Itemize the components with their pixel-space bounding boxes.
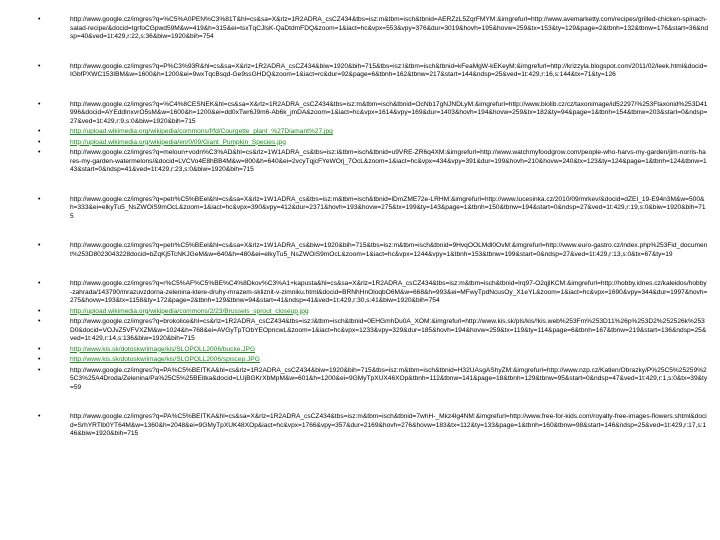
bullet-icon: • bbox=[38, 366, 41, 374]
list-item[interactable] bbox=[38, 139, 708, 148]
bullet-icon: • bbox=[38, 195, 41, 203]
bullet-icon: • bbox=[38, 138, 41, 146]
list-item[interactable] bbox=[38, 128, 708, 137]
list-item bbox=[38, 16, 708, 42]
list-item bbox=[38, 63, 708, 80]
item-text: http://www.google.cz/imgres?q=%C4%8CESNEK&hl=cs&sa=X&rlz=1R2ADRA_csCZ434&tbs=isz:m&tbm=isch&tbnid=OcNb17gNJNDLyM:&imgrefurl=http://www.biolib.cz/cz/taxonimage/id52297/%253Ftaxonid%253D41996&docid=AYEddInxvrO5sM&w=1600&h=1200&ei=dd0xTwr6J9m6-Ab6k_jmDA&zoom=1&iact=hc&vpx=1614&vpy=169&dur=1403&hovh=194&hovw=259&tx=182&ty=94&page=1&tbnh=154&tbnw=203&start=0&ndsp=27&ved=1t:429,r:9,s:0&biw=1920&bih=715 bbox=[70, 100, 708, 125]
list-item[interactable] bbox=[38, 308, 708, 317]
list-item[interactable] bbox=[38, 356, 708, 365]
item-text: http://www.google.cz/imgres?q=petr%C5%BEel&hl=cs&sa=X&rlz=1W1ADRA_cs&tbs=isz:m&tbm=isch&tbnid=lDmZME72e-LRHM:&imgrefurl=http://www.lucesinka.cz/2010/09/mrkev/&docid=dZEI_19-E94n3M&w=500&h=333&ei=elkyTu5_NsZWOiS9mOcL&zoom=1&iact=hc&vpx=390&vpy=412&dur=2371&hovh=193&hovw=275&tx=199&ty=143&page=1&tbnh=150&tbnw=194&start=0&ndsp=27&ved=1t:429,r:19,s:0&biw=1920&bih=715 bbox=[70, 195, 706, 220]
list-item bbox=[38, 242, 708, 259]
bullet-icon: • bbox=[38, 356, 41, 363]
bullet-icon: • bbox=[38, 413, 41, 420]
bullet-icon: • bbox=[38, 149, 41, 156]
item-text: http://www.google.cz/imgres?q=meloun+vodn%C3%AD&hl=cs&rlz=1W1ADRA_cs&tbs=isz:l&tbm=isch&tbnid=u9VRE-ZR6q4XM:&imgrefurl=http://www.watchmyfoodgrow.com/people-who-harvs-my-garden/jim-norris-hares-my-garden-watermelons/&docid=LVCVo4E8hBB4M&w=800&h=640&ei=2vcyTqjcFYeWOrj_7OcL&zoom=1&iact=hc&vpx=434&vpy=391&dur=199&hovh=210&hovw=240&tx=123&ty=124&page=1&tbnh=124&tbnw=143&start=0&ndsp=41&ved=1t:429,r:23,s:0&biw=1920&bih=715 bbox=[70, 149, 707, 173]
list-item bbox=[38, 367, 708, 393]
bullet-icon: • bbox=[38, 318, 41, 325]
item-text: http://www.google.cz/imgres?q=%C5%A0PEN%C3%81T&hl=cs&sa=X&rlz=1R2ADRA_csCZ434&tbs=isz:m&tbm=isch&tbnid=AERZzL5ZqrFMYM:&imgrefurl=http://www.avemarketty.com/recipes/grilled-chicken-spinach-salad-recipe/&docid=tgrfoCGpwd59M&w=419&h=315&ei=tsxTqCJlsK-QaDtdmFDQ&zoom=1&iact=hc&vpx=553&vpy=376&dur=3019&hovh=195&hovw=259&tx=153&ty=129&page=2&tbnh=132&tbnw=176&start=36&ndsp=40&ved=1t:429,r:22,s:36&biw=1920&bih=754 bbox=[70, 16, 708, 40]
list-item bbox=[38, 101, 708, 127]
item-link[interactable]: http://upload.wikimedia.org/wikipedia/commons/f/fd/Courgette_plant_%27Diamant%27.jpg bbox=[70, 128, 333, 135]
item-link[interactable]: http://upload.wikimedia.org/wikipedia/en/0/09/Giant_Pumpkin_Species.jpg bbox=[70, 138, 286, 146]
bullet-icon: • bbox=[38, 16, 41, 23]
item-text: http://www.google.cz/imgres?q=PA%C5%BEITKA&hl=cs&sa=X&rlz=1R2ADRA_csCZ434&tbs=isz:m&tbm=isch&tbnid=7whH-_Mkz4lg4NM:&imgrefurl=http://www.free-for-kids.com/royalty-free-images-flowers.shtml&docid=SrhYRTlb0YT64M&w=1360&h=2048&ei=9GMyTpXUK48XOp&iact=hc&vpx=1766&vpy=357&dur=2169&hovh=276&hovw=183&tx=112&ty=133&page=1&tbnh=160&tbnw=98&start=146&ndsp=25&ved=1t:429,r:17,s:146&biw=1920&bih=715 bbox=[70, 413, 707, 437]
bullet-icon: • bbox=[38, 307, 41, 315]
source-list bbox=[38, 16, 708, 439]
bullet-icon: • bbox=[38, 280, 41, 287]
item-link[interactable]: http://www.kis.sk/dotoskw/image/kis/SLOPOLL2006/bucke.JPG bbox=[70, 345, 256, 353]
list-item bbox=[38, 196, 708, 222]
bullet-icon: • bbox=[38, 62, 41, 70]
item-text: http://www.google.cz/imgres?q=brokolice&hl=cs&rlz=1R2ADRA_csCZ434&tbs=isz:l&tbm=isch&tbnid=0EHGmhDu0A_XOM:&imgrefurl=http://www.kis.sk/pls/kis/!kis.web%253Fm%253D11%26p%253D2%252526k%253D0&docid=VOJvZ5VFVXZM&w=1024&h=768&ei=AVGyTpTObYEOpncwL&zoom=1&iact=hc&vpx=1233&vpy=329&dur=185&hovh=194&hovw=259&tx=119&ty=114&page=6&tbnh=167&tbnw=219&start=136&ndsp=25&ved=1t:429,r:14,s:136&biw=1920&bih=715 bbox=[70, 318, 707, 342]
item-text: http://www.google.cz/imgres?q=petr%C5%BEel&hl=cs&sa=X&rlz=1W1ADRA_cs&biw=1920&bih=715&tbs=isz:m&tbm=isch&tbnid=9HvqOOLMdl0OvM:&imgrefurl=http://www.euro-gastro.cz/index.php%253Fid_document%253D8023043228docid=bZqKj5TcNKJGeM&w=640&h=480&ei=elkyTu5_NsZWOiS9mOcL&zoom=1&iact=hc&vpx=1244&vpy=1&tbnh=153&tbnw=199&start=0&ndsp=27&ved=1t:429,r:13,s:0&tx=67&ty=19 bbox=[70, 242, 708, 258]
list-item bbox=[38, 280, 708, 306]
item-text: http://www.google.cz/imgres?q=r%C5%AF%C5%BE%C4%8Dkov%C3%A1+kapusta&hl=cs&sa=X&rlz=1R2ADRA_csCZ434&tbs=isz:m&tbm=isch&tbnid=lrq97-O2qjlKCM:&imgrefurl=http://hobby.idnes.cz/kaleidos/hobby-zahrada/143790/mrazuvzdorna-zelenina-ktere-druhy-mrazem-skliznit-v-zimniku.html&docid=BRNhHnOloqbO6M&w=668&h=993&ei=MFwyTpdNcusOy_X1eYL&zoom=1&iact=hc&vpx=1690&vpy=344&dur=1997&hovh=275&hovw=193&tx=1158&ty=172&page=2&tbnh=129&tbnw=94&start=41&ndsp=41&ved=1t:429,r:30,s:41&biw=1920&bih=754 bbox=[70, 280, 708, 304]
list-item[interactable] bbox=[38, 346, 708, 355]
bullet-icon: • bbox=[38, 345, 41, 353]
bullet-icon: • bbox=[38, 128, 41, 135]
list-item bbox=[38, 318, 708, 344]
bullet-icon: • bbox=[38, 242, 41, 249]
list-item bbox=[38, 413, 708, 439]
bullet-icon: • bbox=[38, 100, 41, 108]
item-link[interactable]: http://www.kis.sk/dotoskw/image/kis/SLOPOLL2006/spiscep.JPG bbox=[70, 356, 260, 363]
item-link[interactable]: http://upload.wikimedia.org/wikipedia/commons/2/23/Brussels_sprout_closeup.jpg bbox=[70, 307, 309, 315]
item-text: http://www.google.cz/imgres?q=P%C3%93R&hl=cs&sa=X&rlz=1R2ADRA_csCZ434&biw=1920&bih=715&tbs=isz:l&tbm=isch&tbnid=kFeaMgW-kEKeyM:&imgrefurl=http://krizzyla.blogspot.com/2011/02/leek.html&docid=IGbfPXWC153IBM&w=1600&h=1200&ei=9wxTqcBsqd-Ge9ssGHDQ&zoom=1&iact=rc&dur=92&page=6&tbnh=162&tbnw=217&start=144&ndsp=25&ved=1t:429,r:16,s:144&tx=71&ty=126 bbox=[70, 62, 708, 78]
item-text: http://www.google.cz/imgres?q=PA%C5%BEITKA&hl=cs&rlz=1R2ADRA_csCZ434&biw=1920&bih=715&tbs=isz:m&tbm=isch&tbnid=H32UAsgAShyZM:&imgrefurl=http://www.nzp.cz/Katlen/Obrazky/P%25C5%25259%25C3%25A4Droda/Zelenina/Pa%25C5%25BEitka&docid=LUjBGKrXbMpM&w=601&h=1200&ei=9GMyTpXUX46XOp&tbnh=112&tbnw=141&page=18&tbnh=129&tbnw=95&start=0&ndsp=47&ved=1t:429,r:1,s:0&tx=39&ty=59 bbox=[70, 366, 708, 391]
list-item bbox=[38, 149, 708, 175]
